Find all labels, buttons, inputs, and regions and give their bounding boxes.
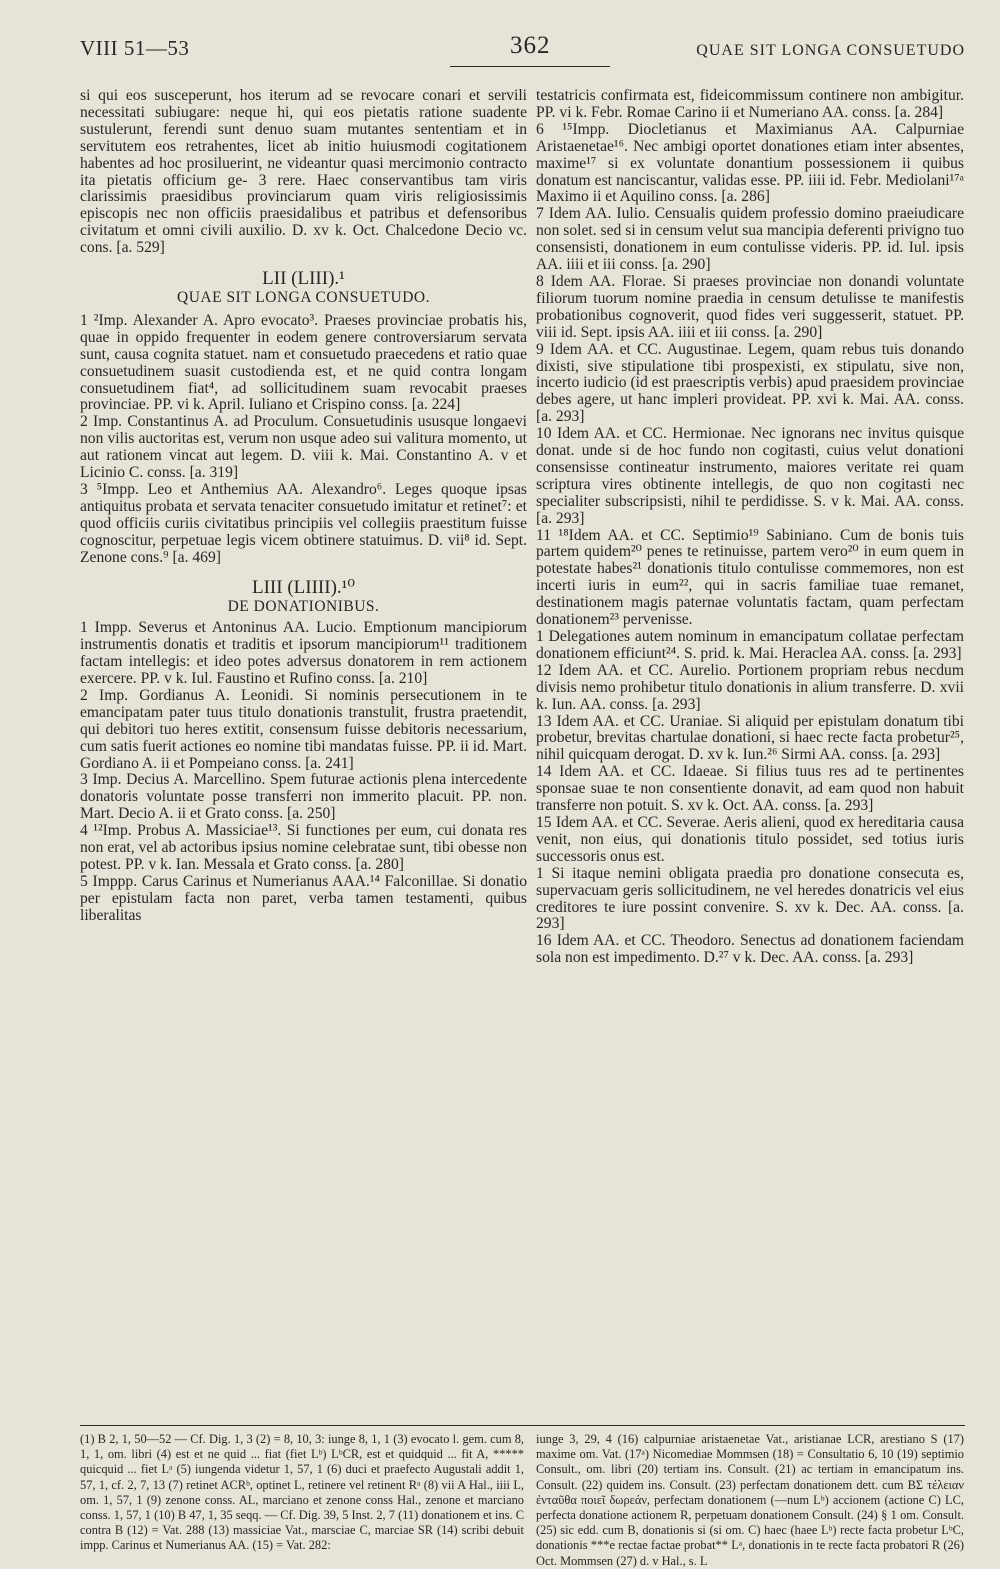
subtitle-lii: QUAE SIT LONGA CONSUETUDO. <box>177 288 430 306</box>
law-liii-14: 14 Idem AA. et CC. Idaeae. Si filius tuus res ad te pertinentes sponsae suae te non consentiente donavit, ad eam quod non habuit transferre non potuit. S. xv k. Oct. AA. conss. [a. 293] <box>536 763 964 815</box>
law-liii-2: 2 Imp. Gordianus A. Leonidi. Si nominis persecutionem in te emancipatam pater tuus titulo donationis transtulit, frustra praetendit, qui debitori tuo heres extitit, consensum fuisse debitoris necessarium, cum satis fuerit actiones eo nomine tibi mandatas fuisse. PP. ii id. Mart. Gordiano A. ii et Pompeiano conss. [a. 241] <box>80 686 527 772</box>
law-liii-6: 6 ¹⁵Impp. Diocletianus et Maximianus AA. Calpurniae Aristaenetae¹⁶. Nec ambigi oportet donationes etiam inter absentes, maxime¹⁷ si ex voluntate donantium possessionem ii quibus donatum est nanciscantur, validas esse. PP. iiii id. Febr. Mediolani¹⁷ᵃ Maximo ii et Aquilino conss. [a. 286] <box>536 120 964 206</box>
subtitle-liii: DE DONATIONIBUS. <box>227 598 380 616</box>
law-liii-15-1: 1 Si itaque nemini obligata praedia pro donatione consecuta es, supervacuam geris sollicitudinem, ne vel heredes donatricis vel eius creditores te iure possint convenire. S. xv k. Dec. AA. conss. [a. 293] <box>536 864 964 933</box>
law-liii-8: 8 Idem AA. Florae. Si praeses provinciae non donandi voluntate filiorum tuorum nomine praedia in censum detulisse te manifestis probationibus cognoverit, quod fides veri suggesserit, statuet. PP. viii id. Sept. ipsis AA. iiii et iii conss. [a. 290] <box>536 272 964 341</box>
running-header <box>80 32 965 76</box>
title-liii: LIII (LIIII).¹⁰ <box>252 577 355 599</box>
footnotes-left <box>80 1432 524 1554</box>
law-lii-2: 2 Imp. Constantinus A. ad Proculum. Consuetudinis ususque longaevi non vilis auctoritas est, verum non usque adeo sui valitura momento, ut aut rationem vincat aut legem. D. viii k. Mai. Constantino A. v et Licinio C. conss. [a. 319] <box>80 413 527 482</box>
law-liii-16: 16 Idem AA. et CC. Theodoro. Senectus ad donationem faciendam sola non est impedimento. D.²⁷ v k. Dec. AA. conss. [a. 293] <box>536 932 964 967</box>
law-lii-3: 3 ⁵Impp. Leo et Anthemius AA. Alexandro⁶. Leges quoque ipsas antiquitus probata et servata tenaciter consuetudo imitatur et retinet⁷: et quod officiis curiis civitatibus principiis vel collegiis praestitum fuisse cognoscitur, perpetuae legis vicem obtinere statuimus. D. vii⁸ id. Sept. Zenone cons.⁹ [a. 469] <box>80 480 527 566</box>
header-rule <box>450 66 610 67</box>
law-liii-5-cont: testatricis confirmata est, fideicommissum continere non ambigitur. PP. vi k. Febr. Romae Carino ii et Numeriano AA. conss. [a. 284] <box>536 87 964 121</box>
law-liii-9: 9 Idem AA. et CC. Augustinae. Legem, quam rebus tuis donando dixisti, sive stipulatione tibi prospexisti, ex stipulatu, sive non, incerto iudicio (id est praescriptis verbis) apud praesidem provinciae debes agere, ut hanc impleri provideat. PP. xvi k. Mai. AA. conss. [a. 293] <box>536 340 964 426</box>
footnote-text: iunge 3, 29, 4 (16) calpurniae aristaenetae Vat., aristianae LCR, arestiano S (17) maxime om. Vat. (17ᵃ) Nicomediae Mommsen (18) = Consultatio 6, 10 (19) septimio Consult., om. libri (20) tertiam ins. Consult. (21) ac tertiam in emancipatum ins. Consult. (22) quidem ins. Consult. (23) perfectam donationem dett. cum BΣ τέλειαν ἐνταῦθα ποιεῖ δωρεάν, perfectam donationem (—num Lᵇ) accionem (actione C) LC, perfecta donatione actionem R, perpetuam donationem Consult. (24) § 1 om. Consult. (25) sic edd. cum B, donationis si (si om. C) haec (haee Lᵇ) recte facta probetur LᵇC, donationis ***e rectae factae probat** Lᵃ, donationis in te recte facta probatori R (26) Oct. Mommsen (27) d. v Hal., s. L <box>536 1432 964 1568</box>
law-liii-12: 12 Idem AA. et CC. Aurelio. Portionem propriam rebus necdum divisis nemo prohibetur titulo donationis in alium transferre. D. xvii k. Iun. AA. conss. [a. 293] <box>536 661 964 713</box>
footnote-text: (1) B 2, 1, 50—52 — Cf. Dig. 1, 3 (2) = 8, 10, 3: iunge 8, 1, 1 (3) evocato l. gem. cum 8, 1, 1, om. libri (4) est et ne quid ... fiat (fiet Lᵇ) LᵇCR, est et quidquid ... fit A, ***** quicquid ... fiet Lᵃ (5) iungenda videtur 1, 57, 1 (6) duci et praefecto Augustali addit 1, 57, 1, cf. 2, 7, 13 (7) retinet ACRᵇ, optinet L, retinere vel retinent Rᵃ (8) vii A Hal., iiii L, om. 1, 57, 1 (9) zenone conss. AL, marciano et zenone conss Hal., zenone et marciano conss. 1, 57, 1 (10) B 47, 1, 35 seqq. — Cf. Dig. 39, 5 Inst. 2, 7 (11) donationem et ins. C contra B (12) = Vat. 288 (13) massiciae Vat., marsciae C, marciae SR (14) scribi debuit impp. Carinus et Numerianus AA. (15) = Vat. 282: <box>80 1432 524 1553</box>
law-liii-3: 3 Imp. Decius A. Marcellino. Spem futurae actionis plena intercedente donatoris voluntate posse transferri non immerito placuit. PP. non. Mart. Decio A. ii et Grato conss. [a. 250] <box>80 771 527 823</box>
law-liii-7: 7 Idem AA. Iulio. Censualis quidem professio domino praeiudicare non solet. sed si in censum velut sua mancipia deferenti privigno tuo consensisti, donationem in eum contulisse videris. PP. id. Iul. ipsis AA. iiii et iii conss. [a. 290] <box>536 205 964 274</box>
header-section-ref: VIII 51—53 <box>80 36 190 60</box>
law-liii-5: 5 Imppp. Carus Carinus et Numerianus AAA.¹⁴ Falconillae. Si donatio per epistulam facta non paret, verba tamen testamenti, quibus liberalitas <box>80 872 527 924</box>
law-liii-10: 10 Idem AA. et CC. Hermionae. Nec ignorans nec invitus quisque donat. unde si de hoc fundo non cogitasti, cuius velut donationi consensisse contineatur instrumento, maiores veritate rei quam scriptura vires obtinente intellegis, de quo non cogitasti nec specialiter subscripsisti, nihil te perdidisse. S. v k. Mai. AA. conss. [a. 293] <box>536 425 964 527</box>
header-title: QUAE SIT LONGA CONSUETUDO <box>696 42 965 59</box>
law-lii-1: 1 ²Imp. Alexander A. Apro evocato³. Praeses provinciae probatis his, quae in oppido frequenter in eodem genere controversiarum servata sunt, causa cognita statuet. nam et consuetudo praecedens et ratio quae consuetudinem suasit custodienda est, et ne quid contra longam consuetudinem fiat⁴, ad sollicitudinem suam revocabit praeses provinciae. PP. vi k. April. Iuliano et Crispino conss. [a. 224] <box>80 311 527 414</box>
page-number: 362 <box>510 32 551 59</box>
law-liii-11: 11 ¹⁸Idem AA. et CC. Septimio¹⁹ Sabiniano. Cum de bonis tuis partem quidem²⁰ penes te retinuisse, partem vero²⁰ in eum quem in potestate habes²¹ donationis titulo contulisse commemores, non est incerti iuris in eum²², qui in sacris familiae tuae remanet, destinationem magis paternae voluntatis factam, quam perfectam donationem²³ pervenisse. <box>536 526 964 629</box>
law-liii-11-1: 1 Delegationes autem nominum in emancipatum collatae perfectam donationem efficiunt²⁴. S. prid. k. Mai. Heraclea AA. conss. [a. 293] <box>536 628 964 662</box>
footnotes-right <box>536 1432 964 1569</box>
law-liii-1: 1 Impp. Severus et Antoninus AA. Lucio. Emptionum mancipiorum instrumentis donatis et traditis et ipsorum mancipiorum¹¹ traditionem factam intellegis: et ideo potes adversus donatorem in rem actionem exercere. PP. v k. Iul. Faustino et Rufino conss. [a. 210] <box>80 619 527 687</box>
left-column <box>80 88 527 925</box>
law-liii-13: 13 Idem AA. et CC. Uraniae. Si aliquid per epistulam donatum tibi probetur, brevitas chartulae donationi, si haec recte facta probetur²⁵, nihil quicquam derogat. D. xv k. Iun.²⁶ Sirmi AA. conss. [a. 293] <box>536 712 964 764</box>
footnote-rule <box>80 1425 965 1426</box>
law-liii-4: 4 ¹²Imp. Probus A. Massiciae¹³. Si functiones per eum, cui donata res non erat, vel ab actoribus ipsius nomine celebratae sunt, tibi obesse non potest. PP. v k. Ian. Messala et Grato conss. [a. 280] <box>80 822 527 873</box>
right-column <box>536 88 964 967</box>
law-liii-15: 15 Idem AA. et CC. Severae. Aeris alieni, quod ex hereditaria causa venit, non eius, qui donationis titulo possidet, sed totius iuris successoris onus est. <box>536 813 964 865</box>
paragraph: si qui eos susceperunt, hos iterum ad se revocare conari et servili necessitati subiugare: neque hi, qui eos pietatis ratione suadente sustulerunt, ferendi sunt denuo suam mutantes sententiam et in servitutem eos retrahentes, licet ab initio huiusmodi cogitationem habentes ad hoc prosiluerint, ne videantur quasi mercimonio contracto ita pietatis officium ge- 3 rere. Haec conservantibus tam viris clarissimis praesidibus provinciarum quam viris religiosissimis episcopis nec non officiis praesidalibus et patribus et defensoribus civitatum et omni civili auxilio. D. xv k. Oct. Chalcedone Decio vc. cons. [a. 529] <box>80 87 527 257</box>
title-lii: LII (LIII).¹ <box>262 268 345 290</box>
